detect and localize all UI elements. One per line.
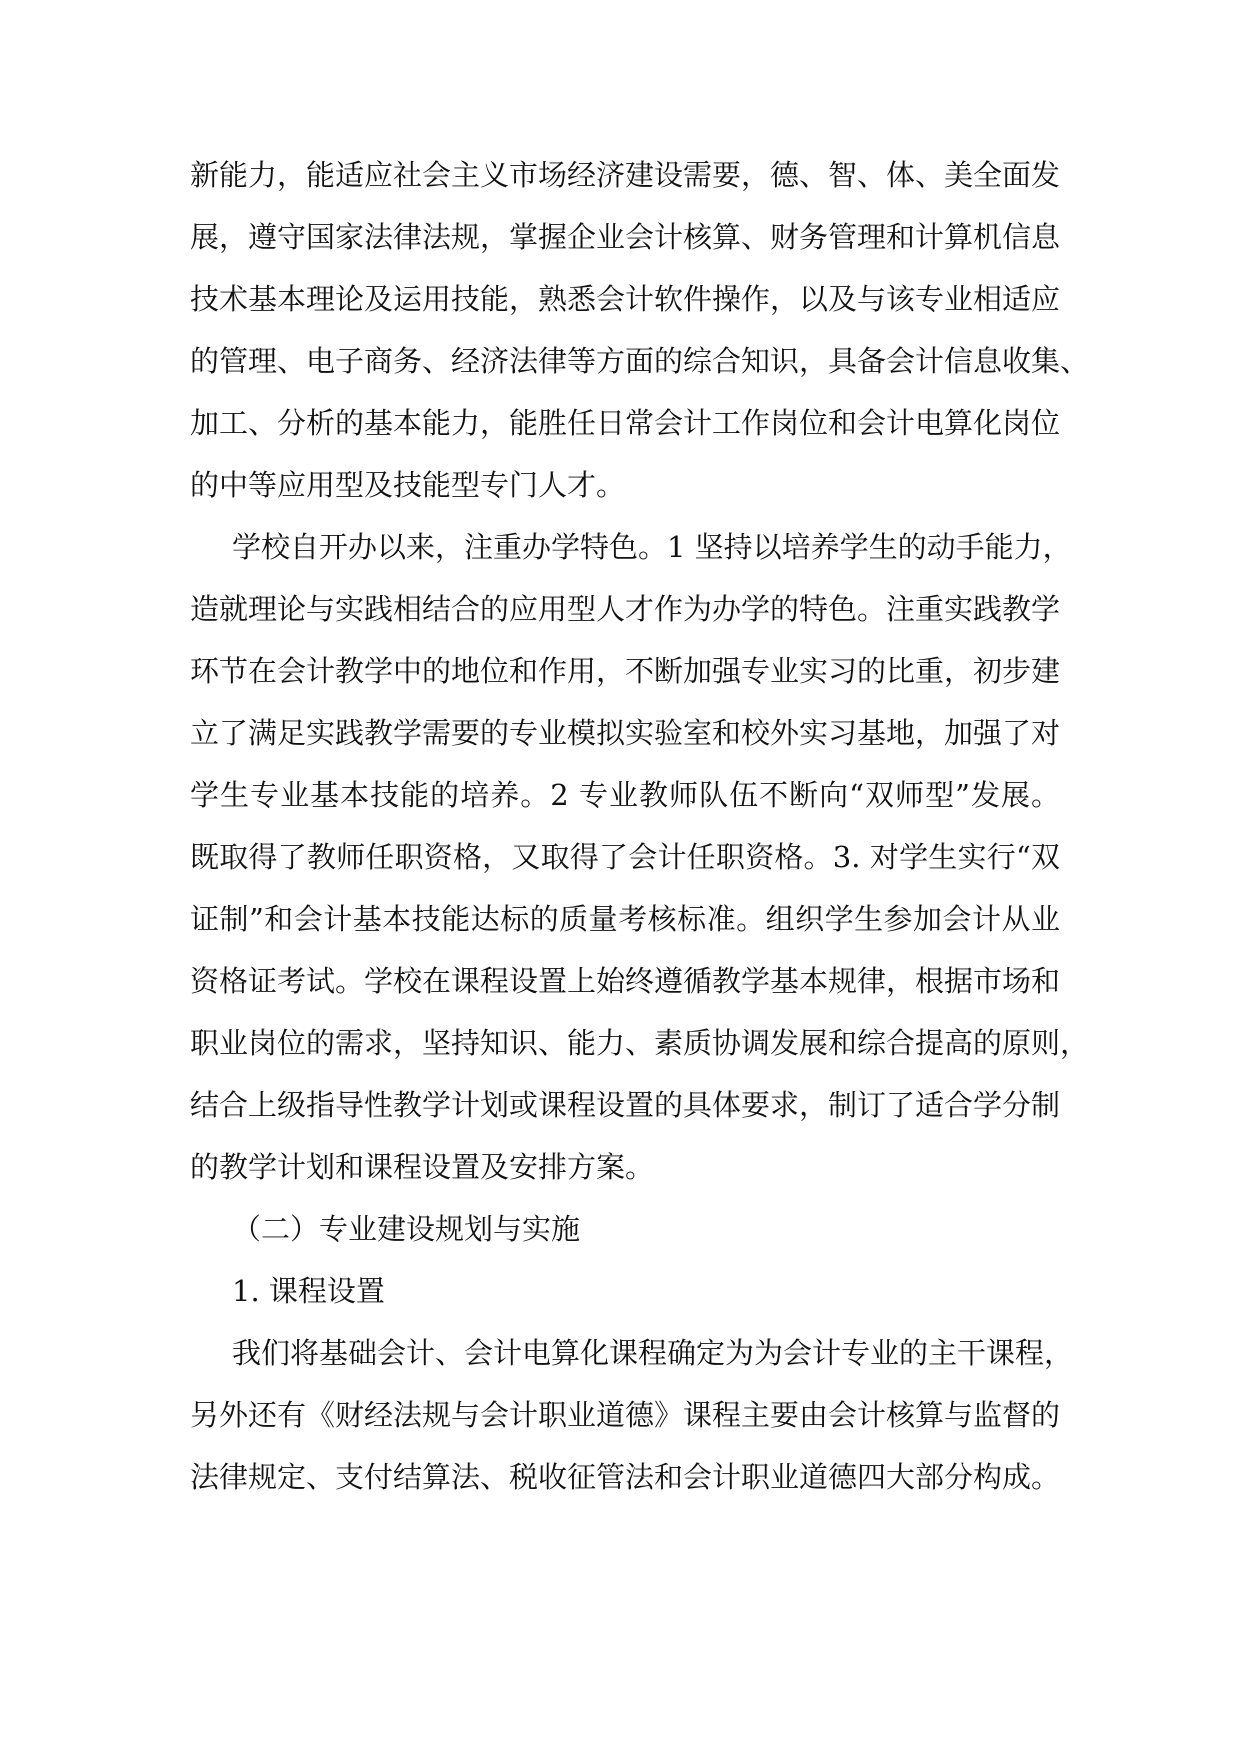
body-line: 的教学计划和课程设置及安排方案。 [190, 1150, 655, 1184]
body-line: 另外还有《财经法规与会计职业道德》课程主要由会计核算与监督的 [190, 1398, 1061, 1432]
body-line: 法律规定、支付结算法、税收征管法和会计职业道德四大部分构成。 [190, 1460, 1061, 1494]
body-line: 职业岗位的需求，坚持知识、能力、素质协调发展和综合提高的原则， [190, 1026, 1090, 1060]
body-line: 学生专业基本技能的培养。2 专业教师队伍不断向“双师型”发展。 [190, 778, 1060, 812]
paragraph-first-line: 学校自开办以来，注重办学特色。1 坚持以培养学生的动手能力， [232, 530, 1072, 564]
body-line: 的管理、电子商务、经济法律等方面的综合知识，具备会计信息收集、 [190, 344, 1090, 378]
body-line: 环节在会计教学中的地位和作用，不断加强专业实习的比重，初步建 [190, 654, 1061, 688]
body-line: 加工、分析的基本能力，能胜任日常会计工作岗位和会计电算化岗位 [190, 406, 1061, 440]
body-line: 证制”和会计基本技能达标的质量考核标准。组织学生参加会计从业 [190, 902, 1060, 936]
section-heading: （二）专业建设规划与实施 [232, 1212, 581, 1246]
body-line: 资格证考试。学校在课程设置上始终遵循教学基本规律，根据市场和 [190, 964, 1061, 998]
subsection-heading: 1. 课程设置 [232, 1274, 385, 1308]
body-line: 造就理论与实践相结合的应用型人才作为办学的特色。注重实践教学 [190, 592, 1061, 626]
body-line: 新能力，能适应社会主义市场经济建设需要，德、智、体、美全面发 [190, 158, 1061, 192]
body-line: 展，遵守国家法律法规，掌握企业会计核算、财务管理和计算机信息 [190, 220, 1061, 254]
body-line: 结合上级指导性教学计划或课程设置的具体要求，制订了适合学分制 [190, 1088, 1061, 1122]
paragraph-first-line: 我们将基础会计、会计电算化课程确定为为会计专业的主干课程， [232, 1336, 1074, 1370]
body-line: 技术基本理论及运用技能，熟悉会计软件操作，以及与该专业相适应 [190, 282, 1061, 316]
body-line: 的中等应用型及技能型专门人才。 [190, 468, 626, 502]
body-line: 立了满足实践教学需要的专业模拟实验室和校外实习基地，加强了对 [190, 716, 1061, 750]
body-line: 既取得了教师任职资格，又取得了会计任职资格。3. 对学生实行“双 [190, 840, 1060, 874]
